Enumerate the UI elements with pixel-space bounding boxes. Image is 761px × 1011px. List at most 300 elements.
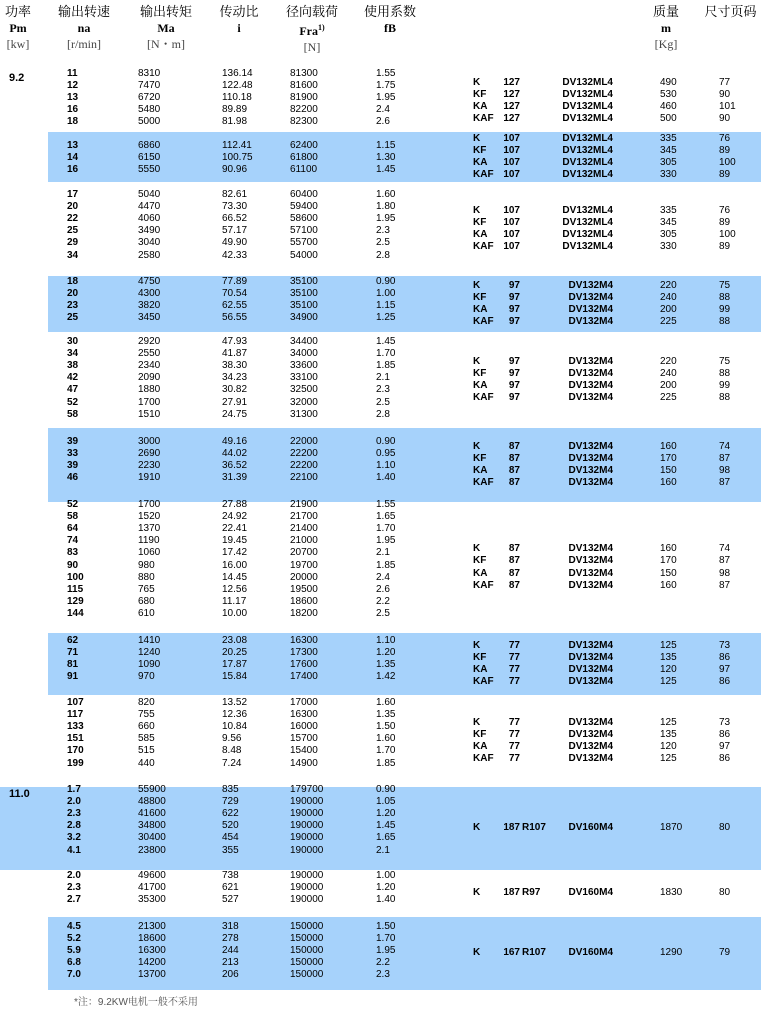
output-speed-cell: 115 [67, 583, 84, 595]
output-speed-cell: 12 [67, 80, 79, 92]
gear-type-cell: K [473, 947, 481, 959]
mass-cell: 170 [660, 452, 677, 464]
service-factor-cell: 1.85 [376, 757, 396, 769]
ratio-cell: 66.52 [222, 213, 248, 225]
output-torque-cell: 1240 [138, 647, 161, 659]
gear-type-cell: KAF [473, 579, 494, 591]
gear-size-cell: 87 [508, 543, 520, 555]
radial-load-cell: 15400 [290, 745, 318, 757]
table-row [0, 784, 761, 796]
mass-cell: 330 [660, 241, 677, 253]
dimension-page-cell: 97 [719, 741, 731, 752]
motor-model-cell: DV132M4 [568, 380, 613, 391]
gear-type-cell: KF [473, 728, 487, 740]
table-group [0, 132, 761, 182]
gear-size-cell: 107 [503, 157, 520, 168]
output-torque-cell: 7470 [138, 80, 161, 92]
mass-cell: 170 [660, 555, 677, 567]
model-row [0, 676, 761, 688]
service-factor-cell: 2.2 [376, 957, 390, 969]
motor-model-cell: DV132M4 [568, 440, 613, 452]
radial-load-cell: 19700 [290, 559, 318, 571]
dimension-page-cell: 75 [719, 355, 731, 367]
mass-cell: 120 [660, 664, 677, 675]
radial-load-cell: 62400 [290, 140, 318, 151]
dimension-page-cell: 89 [719, 169, 731, 181]
motor-model-cell: DV160M4 [568, 887, 613, 899]
output-torque-cell: 1190 [138, 535, 160, 547]
dimension-page-cell: 88 [719, 392, 731, 404]
output-speed-cell: 7.0 [67, 969, 81, 981]
output-torque-cell: 41700 [138, 882, 166, 894]
gear-size-cell: 187 [503, 887, 520, 899]
service-factor-cell: 1.70 [376, 523, 396, 535]
header-power: 功率 Pm [kw] [4, 4, 31, 51]
output-speed-cell: 22 [67, 213, 79, 225]
table-row [0, 409, 761, 421]
model-row [0, 640, 761, 652]
header-ratio: 传动比 i [219, 4, 259, 35]
gear-size-cell: 87 [508, 477, 520, 489]
radial-load-cell: 35100 [290, 288, 318, 300]
motor-model-cell: DV132M4 [568, 555, 613, 567]
motor-model-cell: DV132M4 [568, 543, 613, 555]
radial-load-cell: 19500 [290, 583, 318, 595]
ratio-cell: 10.00 [222, 607, 248, 619]
output-torque-cell: 3820 [138, 300, 161, 312]
table-row [0, 796, 761, 808]
output-torque-cell: 765 [138, 583, 155, 595]
service-factor-cell: 1.70 [376, 348, 396, 360]
output-speed-cell: 2.0 [67, 796, 81, 808]
service-factor-cell: 1.95 [376, 535, 396, 547]
gear-size-cell: 107 [503, 241, 520, 253]
ratio-cell: 38.30 [222, 360, 248, 372]
dimension-page-cell: 75 [719, 279, 731, 291]
dimension-page-cell: 86 [719, 676, 731, 688]
motor-model-cell: DV132M4 [568, 651, 613, 663]
ratio-cell: 30.82 [222, 384, 248, 396]
output-torque-cell: 2580 [138, 249, 161, 261]
output-torque-cell: 610 [138, 607, 155, 619]
gear-size-cell: 127 [503, 101, 520, 112]
radial-load-cell: 17400 [290, 671, 318, 683]
ratio-cell: 20.25 [222, 647, 248, 659]
gear-type-cell: KF [473, 216, 487, 228]
header-output-torque: 输出转矩 Ma [N・m] [139, 4, 192, 51]
gear-size-cell: 127 [503, 88, 520, 100]
table-row [0, 808, 761, 820]
gear-type-cell: KA [473, 380, 488, 391]
output-torque-cell: 3450 [138, 312, 161, 324]
mass-cell: 330 [660, 169, 677, 181]
service-factor-cell: 1.35 [376, 709, 396, 721]
output-torque-cell: 2690 [138, 448, 161, 460]
ratio-cell: 520 [222, 820, 239, 832]
output-speed-cell: 83 [67, 547, 79, 559]
mass-cell: 160 [660, 579, 677, 591]
motor-model-cell: DV132M4 [568, 741, 613, 752]
motor-model-cell: DV132ML4 [562, 169, 613, 181]
motor-model-cell: DV132M4 [568, 367, 613, 379]
gear-size-cell: 107 [503, 229, 520, 240]
motor-model-cell: DV132M4 [568, 753, 613, 765]
service-factor-cell: 1.05 [376, 796, 396, 808]
dimension-page-cell: 100 [719, 229, 736, 240]
motor-model-cell: DV132ML4 [562, 144, 613, 156]
mass-cell: 135 [660, 651, 677, 663]
service-factor-cell: 2.1 [376, 372, 390, 384]
mass-cell: 150 [660, 465, 677, 476]
aux-gear-cell: R107 [522, 947, 546, 959]
output-torque-cell: 41600 [138, 808, 166, 820]
mass-cell: 160 [660, 543, 677, 555]
gear-size-cell: 127 [503, 76, 520, 88]
output-speed-cell: 33 [67, 448, 79, 460]
model-row [0, 664, 761, 676]
radial-load-cell: 190000 [290, 820, 324, 832]
radial-load-cell: 15700 [290, 733, 318, 745]
header-radial-load: 径向载荷 Fra$^{1)}$ [N] [285, 4, 338, 54]
output-torque-cell: 35300 [138, 894, 166, 906]
output-torque-cell: 1520 [138, 511, 161, 523]
ratio-cell: 122.48 [222, 80, 253, 92]
mass-cell: 135 [660, 728, 677, 740]
output-torque-cell: 1700 [138, 396, 161, 408]
radial-load-cell: 17000 [290, 697, 318, 708]
ratio-cell: 621 [222, 882, 239, 894]
output-torque-cell: 23800 [138, 844, 166, 856]
dimension-page-cell: 86 [719, 753, 731, 765]
ratio-cell: 12.36 [222, 709, 248, 721]
output-speed-cell: 29 [67, 237, 79, 249]
ratio-cell: 49.16 [222, 436, 248, 447]
output-torque-cell: 3000 [138, 436, 161, 447]
model-row [0, 717, 761, 729]
model-row [0, 205, 761, 217]
dimension-page-cell: 73 [719, 639, 731, 651]
output-torque-cell: 5480 [138, 104, 161, 116]
gear-type-cell: KF [473, 555, 487, 567]
ratio-cell: 56.55 [222, 312, 248, 324]
radial-load-cell: 190000 [290, 870, 324, 881]
table-group [0, 332, 761, 428]
model-row [0, 133, 761, 145]
motor-model-cell: DV132ML4 [562, 216, 613, 228]
output-speed-cell: 4.5 [67, 921, 81, 932]
dimension-page-cell: 99 [719, 304, 731, 315]
motor-model-cell: DV132M4 [568, 392, 613, 404]
radial-load-cell: 32500 [290, 384, 318, 396]
ratio-cell: 44.02 [222, 448, 248, 460]
dimension-page-cell: 73 [719, 716, 731, 728]
service-factor-cell: 1.60 [376, 733, 396, 745]
radial-load-cell: 81600 [290, 80, 318, 92]
gear-type-cell: K [473, 887, 481, 899]
gear-type-cell: KAF [473, 477, 494, 489]
output-torque-cell: 680 [138, 595, 155, 607]
radial-load-cell: 22200 [290, 460, 318, 472]
radial-load-cell: 190000 [290, 796, 324, 808]
model-row [0, 316, 761, 328]
motor-model-cell: DV132M4 [568, 477, 613, 489]
radial-load-cell: 82200 [290, 104, 318, 116]
model-row [0, 887, 761, 899]
output-torque-cell: 1910 [138, 472, 161, 484]
service-factor-cell: 1.95 [376, 945, 396, 957]
gear-size-cell: 87 [508, 440, 520, 452]
service-factor-cell: 1.25 [376, 312, 396, 324]
output-speed-cell: 2.0 [67, 870, 81, 881]
output-speed-cell: 13 [67, 92, 79, 104]
motor-model-cell: DV132M4 [568, 465, 613, 476]
output-speed-cell: 16 [67, 164, 79, 176]
service-factor-cell: 2.8 [376, 408, 390, 420]
model-row [0, 241, 761, 253]
service-factor-cell: 0.95 [376, 448, 396, 460]
ratio-cell: 49.90 [222, 237, 248, 249]
motor-model-cell: DV132ML4 [562, 241, 613, 253]
gear-size-cell: 107 [503, 144, 520, 156]
ratio-cell: 15.84 [222, 671, 248, 683]
radial-load-cell: 35100 [290, 300, 318, 312]
radial-load-cell: 20700 [290, 547, 318, 559]
output-torque-cell: 1090 [138, 659, 161, 671]
mass-cell: 225 [660, 392, 677, 404]
radial-load-cell: 59400 [290, 201, 318, 213]
service-factor-cell: 1.80 [376, 201, 396, 213]
gear-size-cell: 127 [503, 113, 520, 125]
service-factor-cell: 2.4 [376, 571, 390, 583]
ratio-cell: 42.33 [222, 249, 248, 261]
model-row [0, 453, 761, 465]
service-factor-cell: 1.42 [376, 671, 396, 683]
mass-cell: 220 [660, 355, 677, 367]
table-group [0, 70, 761, 132]
radial-load-cell: 35100 [290, 276, 318, 287]
ratio-cell: 82.61 [222, 189, 248, 200]
service-factor-cell: 2.1 [376, 844, 390, 856]
ratio-cell: 8.48 [222, 745, 242, 757]
service-factor-cell: 2.8 [376, 249, 390, 261]
ratio-cell: 112.41 [222, 140, 252, 151]
ratio-cell: 278 [222, 933, 239, 945]
service-factor-cell: 1.55 [376, 499, 396, 510]
output-torque-cell: 1060 [138, 547, 161, 559]
output-speed-cell: 100 [67, 571, 84, 583]
table-row [0, 189, 761, 201]
model-row [0, 543, 761, 555]
radial-load-cell: 81900 [290, 92, 318, 104]
power-value: 9.2 [9, 72, 25, 84]
output-torque-cell: 820 [138, 697, 155, 708]
gear-size-cell: 87 [508, 452, 520, 464]
power-value: 11.0 [9, 788, 30, 800]
output-speed-cell: 16 [67, 104, 79, 116]
model-row [0, 392, 761, 404]
service-factor-cell: 1.60 [376, 697, 396, 708]
ratio-cell: 24.75 [222, 408, 248, 420]
gear-type-cell: K [473, 279, 481, 291]
mass-cell: 1290 [660, 947, 683, 959]
table-group [0, 917, 761, 990]
radial-load-cell: 190000 [290, 844, 324, 856]
radial-load-cell: 32000 [290, 396, 318, 408]
ratio-cell: 100.75 [222, 152, 253, 164]
table-group [0, 633, 761, 695]
service-factor-cell: 1.95 [376, 213, 396, 225]
radial-load-cell: 190000 [290, 808, 324, 820]
service-factor-cell: 2.3 [376, 225, 390, 237]
service-factor-cell: 1.10 [376, 460, 396, 472]
output-speed-cell: 52 [67, 396, 79, 408]
gear-size-cell: 97 [508, 380, 520, 391]
table-group [0, 276, 761, 332]
motor-model-cell: DV132ML4 [562, 76, 613, 88]
header-dimension-page: 尺寸页码 [704, 4, 757, 19]
model-row [0, 368, 761, 380]
gear-type-cell: K [473, 716, 481, 728]
model-row [0, 89, 761, 101]
motor-model-cell: DV132M4 [568, 664, 613, 675]
ratio-cell: 213 [222, 957, 239, 969]
table-row [0, 870, 761, 882]
radial-load-cell: 33600 [290, 360, 318, 372]
model-row [0, 729, 761, 741]
radial-load-cell: 20000 [290, 571, 318, 583]
service-factor-cell: 0.90 [376, 784, 396, 795]
output-speed-cell: 151 [67, 733, 84, 745]
dimension-page-cell: 74 [719, 543, 731, 555]
motor-model-cell: DV132M4 [568, 316, 613, 328]
gear-type-cell: KAF [473, 392, 494, 404]
gear-size-cell: 187 [503, 822, 520, 834]
motor-model-cell: DV132ML4 [562, 113, 613, 125]
service-factor-cell: 2.5 [376, 607, 390, 619]
gear-size-cell: 107 [503, 204, 520, 216]
service-factor-cell: 1.40 [376, 472, 396, 484]
gear-type-cell: KF [473, 452, 487, 464]
mass-cell: 335 [660, 204, 677, 216]
model-row [0, 555, 761, 567]
radial-load-cell: 60400 [290, 189, 318, 200]
output-torque-cell: 48800 [138, 796, 166, 808]
output-torque-cell: 55900 [138, 784, 166, 795]
gear-size-cell: 77 [508, 716, 520, 728]
output-speed-cell: 170 [67, 745, 84, 757]
output-speed-cell: 133 [67, 721, 84, 733]
output-speed-cell: 58 [67, 408, 79, 420]
ratio-cell: 454 [222, 832, 239, 844]
gear-type-cell: KA [473, 465, 488, 476]
dimension-page-cell: 87 [719, 579, 731, 591]
motor-model-cell: DV132M4 [568, 728, 613, 740]
service-factor-cell: 1.15 [376, 300, 396, 312]
mass-cell: 1870 [660, 822, 683, 834]
radial-load-cell: 14900 [290, 757, 318, 769]
output-torque-cell: 16300 [138, 945, 166, 957]
output-speed-cell: 23 [67, 300, 79, 312]
model-row [0, 741, 761, 753]
table-group [0, 695, 761, 787]
model-row [0, 280, 761, 292]
model-row [0, 753, 761, 765]
radial-load-cell: 61100 [290, 164, 318, 176]
output-speed-cell: 91 [67, 671, 79, 683]
dimension-page-cell: 88 [719, 367, 731, 379]
service-factor-cell: 2.5 [376, 396, 390, 408]
ratio-cell: 729 [222, 796, 239, 808]
output-speed-cell: 46 [67, 472, 79, 484]
output-speed-cell: 144 [67, 607, 84, 619]
radial-load-cell: 17300 [290, 647, 318, 659]
dimension-page-cell: 89 [719, 216, 731, 228]
output-speed-cell: 2.3 [67, 808, 81, 820]
dimension-page-cell: 76 [719, 132, 731, 144]
gear-type-cell: K [473, 76, 481, 88]
gear-size-cell: 97 [508, 304, 520, 315]
ratio-cell: 7.24 [222, 757, 242, 769]
ratio-cell: 355 [222, 844, 239, 856]
output-speed-cell: 62 [67, 635, 79, 646]
gear-size-cell: 97 [508, 291, 520, 303]
gear-size-cell: 87 [508, 579, 520, 591]
dimension-page-cell: 76 [719, 204, 731, 216]
header-mass: 质量 m [Kg] [652, 4, 679, 51]
radial-load-cell: 150000 [290, 957, 324, 969]
model-row [0, 356, 761, 368]
gear-type-cell: K [473, 822, 481, 834]
motor-model-cell: DV132ML4 [562, 157, 613, 168]
table-group [0, 499, 761, 633]
gear-type-cell: KA [473, 101, 488, 112]
gear-size-cell: 87 [508, 567, 520, 579]
ratio-cell: 206 [222, 969, 239, 981]
mass-cell: 200 [660, 304, 677, 315]
table-row [0, 523, 761, 535]
gear-type-cell: KAF [473, 753, 494, 765]
service-factor-cell: 0.90 [376, 436, 396, 447]
output-speed-cell: 4.1 [67, 844, 81, 856]
motor-model-cell: DV132M4 [568, 567, 613, 579]
output-torque-cell: 1410 [138, 635, 161, 646]
mass-cell: 225 [660, 316, 677, 328]
service-factor-cell: 1.70 [376, 745, 396, 757]
service-factor-cell: 1.20 [376, 647, 396, 659]
output-torque-cell: 5550 [138, 164, 161, 176]
service-factor-cell: 2.1 [376, 547, 390, 559]
radial-load-cell: 34000 [290, 348, 318, 360]
gear-size-cell: 77 [508, 651, 520, 663]
aux-gear-cell: R97 [522, 887, 541, 899]
service-factor-cell: 2.5 [376, 237, 390, 249]
output-speed-cell: 58 [67, 511, 79, 523]
mass-cell: 220 [660, 279, 677, 291]
output-speed-cell: 18 [67, 276, 79, 287]
radial-load-cell: 16300 [290, 709, 318, 721]
radial-load-cell: 18200 [290, 607, 318, 619]
radial-load-cell: 22200 [290, 448, 318, 460]
mass-cell: 200 [660, 380, 677, 391]
ratio-cell: 17.42 [222, 547, 248, 559]
dimension-page-cell: 86 [719, 651, 731, 663]
output-torque-cell: 13700 [138, 969, 166, 981]
gear-size-cell: 97 [508, 392, 520, 404]
output-speed-cell: 2.7 [67, 894, 81, 906]
ratio-cell: 318 [222, 921, 239, 932]
output-torque-cell: 515 [138, 745, 155, 757]
table-group [0, 428, 761, 502]
